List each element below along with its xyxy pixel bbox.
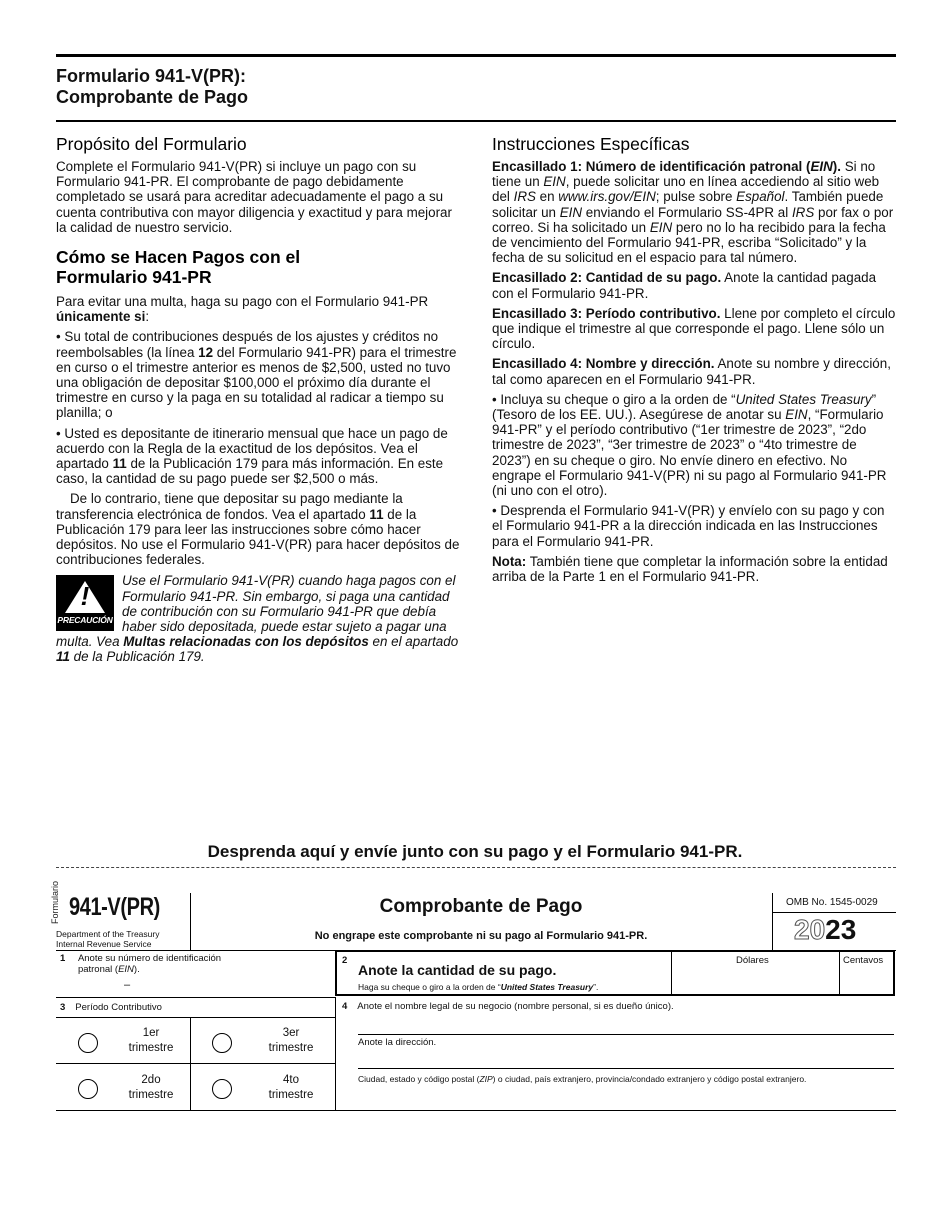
quarter-1-radio[interactable] — [78, 1033, 98, 1053]
box4-paragraph — [492, 356, 896, 386]
header-rule — [56, 120, 896, 122]
p3-part1: De lo contrario, tiene que depositar su pago mediante la transferencia electrónica de fondos. Vea el apartado — [56, 491, 403, 522]
box1-t8: pero no lo ha recibido para la fecha de vencimiento del Formulario 941-PR, escriba “Solicitado” y la fecha de su solicitud en el espacio para tal número. — [492, 219, 886, 266]
irs-ein-link[interactable]: www.irs.gov/EIN — [558, 189, 656, 205]
dollars-input[interactable] — [673, 968, 837, 994]
box1-bold-ein: EIN — [810, 159, 833, 174]
dollars-label: Dólares — [736, 955, 769, 966]
b1-part1: • Su total de contribuciones después de los ajustes y créditos no reembolsables (la línea — [56, 329, 439, 360]
business-name-input[interactable] — [358, 1014, 894, 1034]
voucher-title: Comprobante de Pago — [379, 896, 583, 917]
form-number: 941-V(PR) — [69, 893, 160, 921]
exclamation-icon: ! — [80, 581, 90, 612]
intro-end: : — [145, 309, 150, 325]
cents-input[interactable] — [841, 968, 893, 994]
quarter-3-label — [251, 1026, 331, 1056]
detach-line — [56, 867, 896, 868]
payments-heading-line-1: Cómo se Hacen Pagos con el — [56, 247, 301, 268]
box1-ein: EIN — [543, 174, 566, 190]
box4-num: 4 — [342, 1001, 348, 1012]
intro-text: Para evitar una multa, haga su pago con el Formulario 941-PR — [56, 294, 429, 310]
box1-t4: ; pulse sobre — [655, 189, 737, 205]
cents-divider — [839, 950, 840, 996]
box4-bold: Encasillado 4: Nombre y dirección. — [492, 356, 715, 372]
rb1-ust: United States Treasury — [735, 391, 872, 407]
box1-text — [78, 953, 258, 975]
purpose-text: Complete el Formulario 941-V(PR) si incluye un pago con su Formulario 941-PR. El comprobante de pago debidamente completado se usará para acreditar adecuadamente el pago a su cuenta contributiva con mayor diligencia y exactitud y para mejorar la calidad de nuestro servicio. — [56, 159, 452, 235]
payments-heading-line-2: Formulario 941-PR — [56, 267, 212, 288]
q3-a: 3er — [282, 1027, 300, 1039]
right-bullet-1 — [492, 392, 896, 498]
address-label: Anote la dirección. — [358, 1037, 437, 1048]
caution-part3: de la Publicación 179. — [69, 649, 205, 665]
box1-paragraph — [492, 159, 896, 265]
caution-part1: Use el Formulario 941-V(PR) cuando haga pagos con el Formulario 941-PR. Sin embargo, si paga una cantidad de contribución con su Formulario 941-PR que debía haber sido depositada, puede estar sujeto a pagar una multa. Vea — [56, 573, 456, 650]
b1-part2: del Formulario 941-PR) para el trimestre en curso o el trimestre anterior es menos de $2,500, usted no tuvo una obligación de depositar $100,000 el próximo día durante el trimestre en curso y la paga en su totalidad al radicar a tiempo su planilla; o — [56, 344, 457, 421]
rb1-t2: ” (Tesoro de los EE. UU.). Asegúrese de anotar su — [492, 391, 877, 423]
p3-part2: de la Publicación 179 para leer las instrucciones sobre cómo hacer depósitos. No use el Formulario 941-V(PR) para hacer depósitos de contribuciones federales. — [56, 506, 460, 568]
box1-label-b: ). — [133, 964, 140, 975]
omb-number: OMB No. 1545-0029 — [786, 897, 878, 908]
box1-label-ein: EIN — [118, 964, 134, 975]
dept-line-2: Internal Revenue Service — [56, 939, 152, 949]
box1-irs: IRS — [513, 189, 536, 205]
left-column — [56, 134, 460, 665]
title-line-1: Formulario 941-V(PR): — [56, 66, 247, 86]
quarter-1-label — [111, 1026, 191, 1056]
box3-num: 3 — [60, 1002, 66, 1013]
box3-text: Período Contributivo — [75, 1002, 162, 1013]
bullet-2 — [56, 426, 460, 487]
box2-bold: Encasillado 2: Cantidad de su pago. — [492, 270, 722, 286]
b2-part1: • Usted es depositante de itinerario mensual que hace un pago de acuerdo con la Regla de la exactitud de los depósitos. Vea el apartado — [56, 425, 448, 472]
box4-label — [342, 1001, 674, 1012]
box3-label — [60, 1002, 162, 1013]
intro-bold: únicamente si — [56, 309, 146, 325]
box1-bold-a: Encasillado 1: Número de identificación patronal ( — [492, 159, 811, 174]
rb1-t3: , “Formulario 941-PR” y el período contributivo (“1er trimestre de 2023”, “2do trimestre de 2023”, “3er trimestre de 2023” o “4to trimestre de 2023”) en su cheque o giro. No envíe dinero en efectivo. No engrape el Formulario 941-V(PR) ni su pago al Formulario 941-PR (ni uno con el otro). — [492, 407, 887, 499]
box1-label-a: Anote su número de identificación patronal ( — [77, 953, 222, 975]
box2-num — [342, 955, 347, 966]
box1-label — [60, 953, 260, 975]
header-divider-right — [772, 893, 773, 950]
caution-label: PRECAUCIÓN — [57, 615, 113, 626]
caution-bold2: 11 — [56, 649, 70, 665]
q4-a: 4to — [283, 1074, 299, 1086]
box2-text: Anote la cantidad pagada con el Formulario 941-PR. — [492, 270, 877, 301]
city-label — [358, 1074, 806, 1084]
department — [56, 929, 159, 949]
b1-bold: 12 — [198, 344, 214, 360]
city-b: ) o ciudad, país extranjero, provincia/condado extranjero y código postal extranjero. — [492, 1074, 807, 1084]
box4-text: Anote su nombre y dirección, tal como aparecen en el Formulario 941-PR. — [492, 356, 891, 387]
box1-esp: Español — [736, 189, 785, 205]
quarter-2-label — [111, 1073, 191, 1103]
box2-title: Anote la cantidad de su pago. — [358, 962, 557, 978]
tax-year — [794, 913, 856, 947]
purpose-heading: Propósito del Formulario — [56, 134, 247, 154]
q1-a: 1er — [142, 1027, 160, 1039]
box3-text: Llene por completo el círculo que indique el trimestre al que corresponde el pago. Llene sólo un círculo. — [492, 305, 896, 352]
box3-paragraph — [492, 306, 896, 352]
q2-a: 2do — [141, 1074, 161, 1086]
bullet-1 — [56, 329, 460, 420]
q4-b: trimestre — [268, 1089, 314, 1101]
ein-dash: – — [124, 979, 131, 991]
b2-bold: 11 — [112, 456, 127, 472]
box2-sub-a: Haga su cheque o giro a la orden de “ — [358, 982, 501, 992]
box2-paragraph — [492, 270, 896, 300]
rb1-t1: • Incluya su cheque o giro a la orden de “ — [492, 391, 736, 407]
year-bold: 23 — [825, 914, 857, 945]
instructions-heading: Instrucciones Específicas — [492, 134, 690, 154]
otherwise-paragraph — [56, 491, 460, 567]
box4-left-border — [335, 997, 336, 1111]
box3-header-bottom — [56, 1017, 336, 1018]
caution-icon — [56, 575, 114, 631]
address-line — [358, 1068, 894, 1069]
box1-num: 1 — [60, 953, 66, 964]
city-a: Ciudad, estado y código postal ( — [358, 1074, 480, 1084]
note-paragraph — [492, 554, 896, 584]
ein-input[interactable] — [60, 978, 330, 996]
address-input[interactable] — [358, 1049, 894, 1067]
page-title — [56, 66, 248, 108]
payments-intro — [56, 294, 460, 324]
box1-t6: enviando el Formulario SS-4PR al — [582, 204, 792, 220]
dept-line-1: Department of the Treasury — [56, 929, 160, 939]
box1-ein2: EIN — [559, 204, 583, 220]
box1-t2: , puede solicitar uno en línea accediendo al sitio web del — [492, 174, 880, 205]
quarter-3-radio[interactable] — [212, 1033, 232, 1053]
quarter-2-radio[interactable] — [78, 1079, 98, 1099]
right-bullet-2: • Desprenda el Formulario 941-V(PR) y envíelo con su pago y con el Formulario 941-PR a la dirección indicada en las Instrucciones para el Formulario 941-PR. — [492, 503, 885, 549]
box2-sub-c: ”. — [593, 982, 599, 992]
box1-t1: Si no tiene un — [492, 159, 876, 190]
p3-bold: 11 — [369, 506, 384, 522]
b2-part2: de la Publicación 179 para más información. En este caso, la cantidad de su pago puede ser $2,500 o más. — [56, 456, 444, 487]
name-line — [358, 1034, 894, 1035]
box1-t5: . También puede solicitar un — [492, 189, 884, 220]
box3-bold: Encasillado 3: Período contributivo. — [492, 305, 721, 321]
note-bold: Nota: — [492, 553, 527, 569]
box1-bottom — [56, 997, 336, 998]
quarter-4-label — [251, 1073, 331, 1103]
city-zip: ZIP — [479, 1074, 493, 1084]
box1-ein3: EIN — [649, 219, 673, 235]
box1-irs2: IRS — [791, 204, 815, 220]
box2-sub — [358, 982, 598, 992]
top-rule — [56, 54, 896, 57]
form-vertical-label: Formulario — [50, 880, 60, 924]
note-text: También tiene que completar la información sobre la entidad arriba de la Parte 1 en el Formulario 941-PR. — [492, 553, 888, 585]
payments-heading — [56, 247, 460, 287]
dollars-divider — [671, 950, 672, 996]
cents-label: Centavos — [843, 955, 884, 966]
right-column — [492, 134, 896, 589]
q2-b: trimestre — [128, 1089, 174, 1101]
q1-b: trimestre — [128, 1042, 174, 1054]
box1-bold-b: ). — [832, 159, 841, 174]
box2-num-text: 2 — [342, 955, 348, 966]
caution-block — [56, 573, 460, 664]
caution-part2: en el apartado — [368, 634, 459, 650]
title-line-2: Comprobante de Pago — [56, 87, 249, 107]
box1-t3: en — [535, 189, 559, 205]
quarter-4-radio[interactable] — [212, 1079, 232, 1099]
city-input[interactable] — [358, 1086, 894, 1108]
voucher-bottom — [56, 1110, 896, 1111]
box2-sub-b: United States Treasury — [500, 982, 594, 992]
voucher-subtitle: No engrape este comprobante ni su pago al Formulario 941-PR. — [314, 930, 648, 942]
detach-instruction: Desprenda aquí y envíe junto con su pago y el Formulario 941-PR. — [207, 842, 743, 861]
box4-text: Anote el nombre legal de su negocio (nombre personal, si es dueño único). — [357, 1001, 674, 1012]
q3-b: trimestre — [268, 1042, 314, 1054]
box1-t7: por fax o por correo. Si ha solicitado un — [492, 204, 894, 235]
year-outline: 20 — [794, 914, 826, 945]
quarter-divider-h — [56, 1063, 336, 1064]
caution-bold: Multas relacionadas con los depósitos — [123, 634, 369, 650]
rb1-ein: EIN — [785, 407, 808, 423]
